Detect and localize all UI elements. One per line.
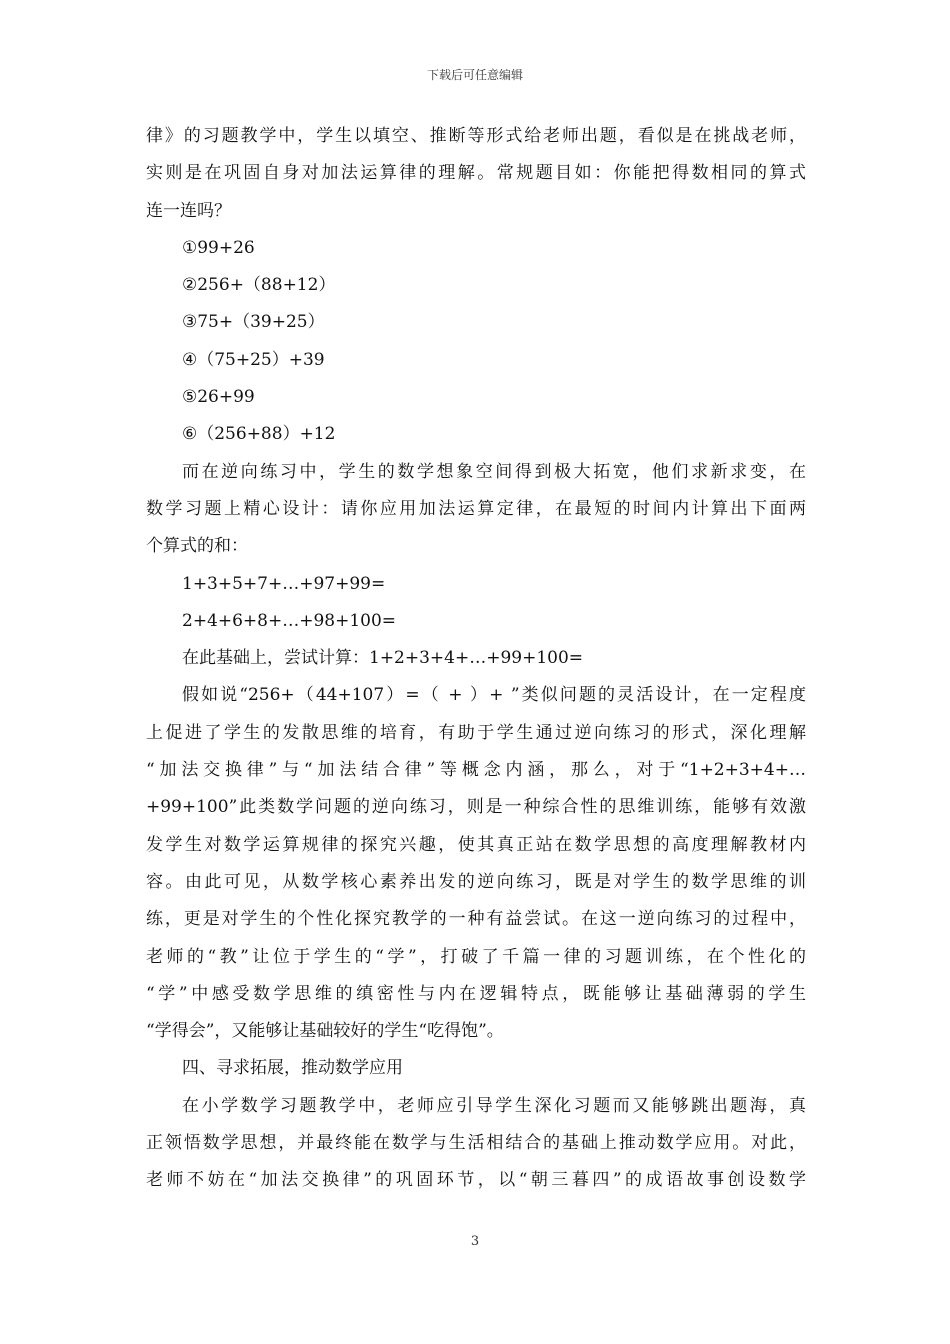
text-line: 而在逆向练习中，学生的数学想象空间得到极大拓宽，他们求新求变，在: [182, 461, 806, 482]
text-line: 容。由此可见，从数学核心素养出发的逆向练习，既是对学生的数学思维的训: [146, 871, 806, 892]
formula-line: ③75+（39+25）: [182, 312, 325, 333]
text-line: +99+100”此类数学问题的逆向练习，则是一种综合性的思维训练，能够有效激: [146, 797, 806, 818]
text-line: 练，更是对学生的个性化探究教学的一种有益尝试。在这一逆向练习的过程中，: [146, 909, 806, 930]
formula-line: 1+3+5+7+…+97+99=: [182, 573, 386, 594]
text-line: 数学习题上精心设计：请你应用加法运算定律，在最短的时间内计算出下面两: [146, 498, 806, 519]
text-line: “加法交换律”与“加法结合律”等概念内涵，那么，对于“1+2+3+4+…: [146, 760, 806, 781]
text-line: 律》的习题教学中，学生以填空、推断等形式给老师出题，看似是在挑战老师，: [146, 126, 806, 146]
text-line: 正领悟数学思想，并最终能在数学与生活相结合的基础上推动数学应用。对此，: [146, 1133, 806, 1154]
formula-line: ⑥（256+88）+12: [182, 424, 336, 445]
text-line: 个算式的和：: [146, 536, 248, 557]
text-line: 发学生对数学运算规律的探究兴趣，使其真正站在数学思想的高度理解教材内: [146, 834, 806, 855]
body-text: [146, 118, 806, 1200]
page-number: 3: [470, 1234, 480, 1249]
text-line: 连一连吗？: [146, 200, 231, 221]
text-line: 在小学数学习题教学中，老师应引导学生深化习题而又能够跳出题海，真: [182, 1095, 806, 1116]
text-line: 上促进了学生的发散思维的培育，有助于学生通过逆向练习的形式，深化理解: [146, 722, 806, 743]
text-line: 老师不妨在“加法交换律”的巩固环节，以“朝三暮四”的成语故事创设数学: [146, 1170, 806, 1191]
formula-line: ⑤26+99: [182, 387, 255, 408]
formula-line: ①99+26: [182, 237, 255, 258]
section-heading: 四、寻求拓展，推动数学应用: [182, 1058, 403, 1079]
text-line: “学”中感受数学思维的缜密性与内在逻辑特点，既能够让基础薄弱的学生: [146, 983, 806, 1004]
text-line: “学得会”，又能够让基础较好的学生“吃得饱”。: [146, 1021, 504, 1042]
text-line: 假如说“256+（44+107）=（ + ）+ ”类似问题的灵活设计，在一定程度: [182, 685, 806, 706]
formula-line: 2+4+6+8+…+98+100=: [182, 610, 397, 631]
formula-line: ②256+（88+12）: [182, 275, 336, 296]
text-line: 在此基础上，尝试计算：1+2+3+4+…+99+100=: [182, 648, 584, 669]
page-header: 下载后可任意编辑: [426, 68, 523, 82]
formula-line: ④（75+25）+39: [182, 349, 325, 370]
text-line: 实则是在巩固自身对加法运算律的理解。常规题目如：你能把得数相同的算式: [146, 163, 806, 184]
text-line: 老师的“教”让位于学生的“学”，打破了千篇一律的习题训练，在个性化的: [146, 946, 806, 967]
